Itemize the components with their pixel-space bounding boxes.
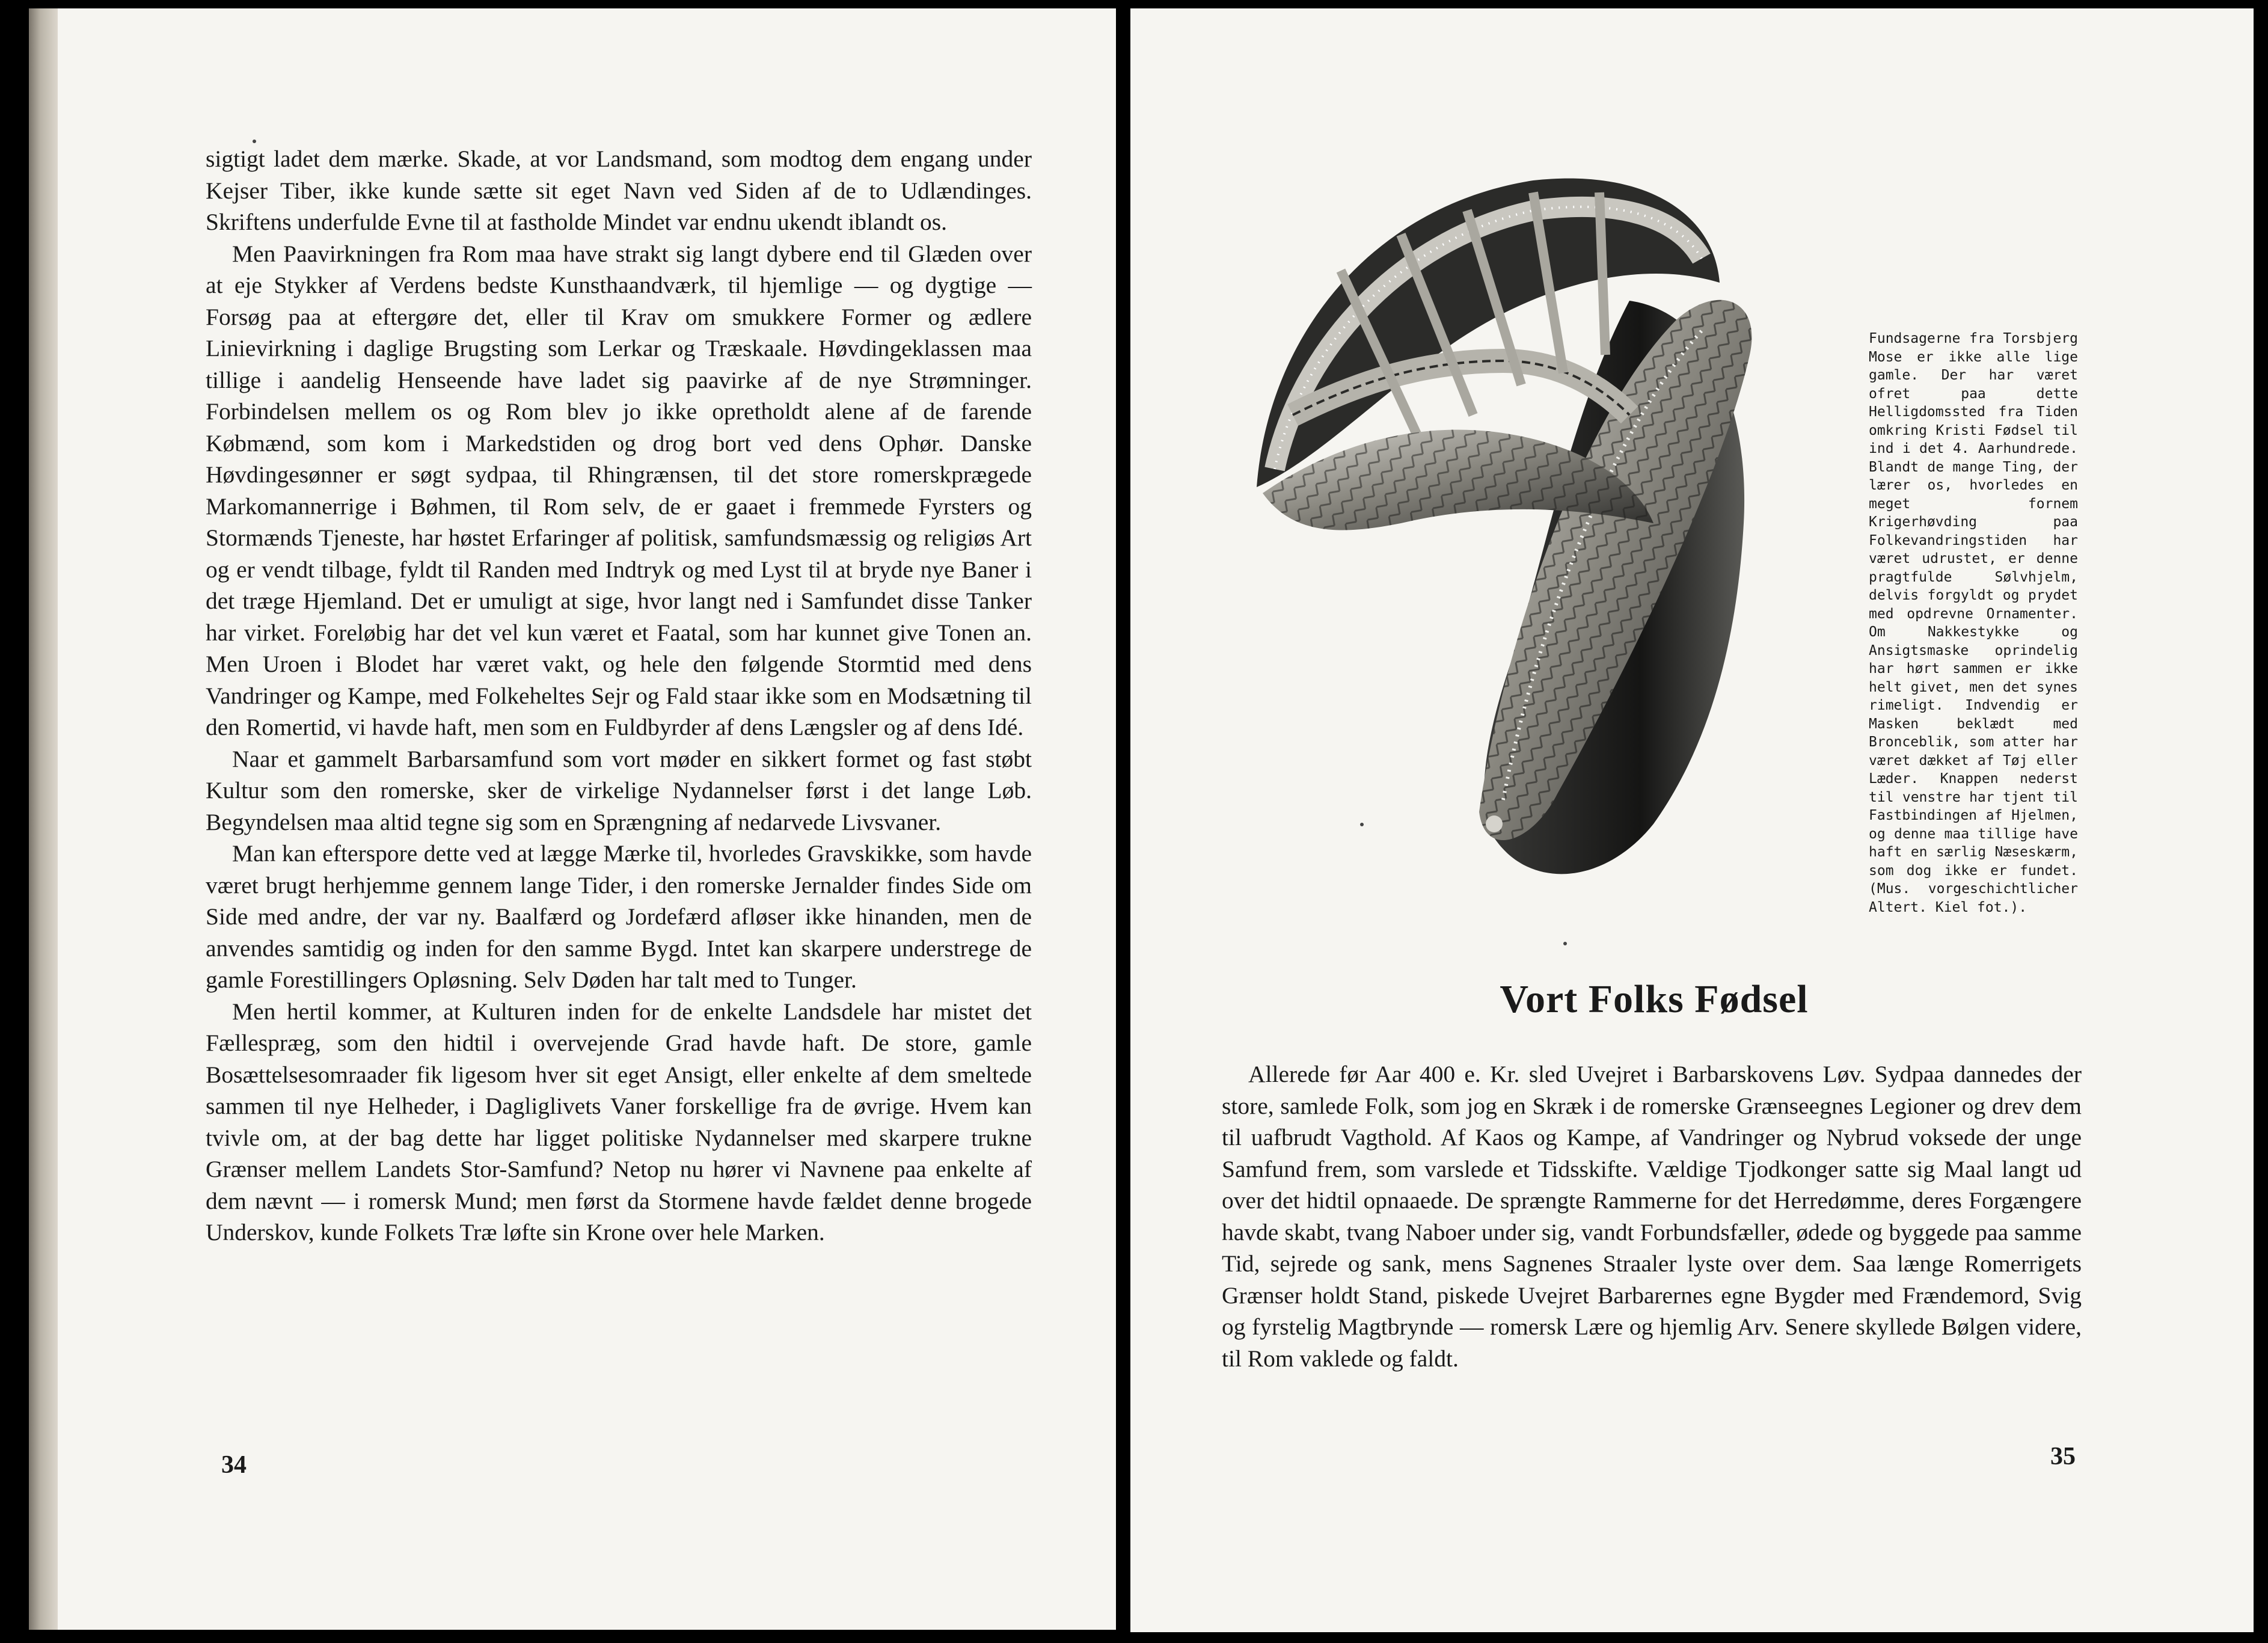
paragraph: Man kan efterspore dette ved at lægge Mærke til, hvorledes Gravskikke, som havde været brugt herhjemme gennem lange Tider, i den romerske Jernalder findes Side om Side med andre, der var ny. Baalfærd og Jordefærd afløser ikke hinanden, men de anvendes samtidig og inden for den samme Bygd. Intet kan skarpere understrege de gamle Forestillingers Opløsning. Selv Døden har talt med to Tunger. — [206, 840, 1032, 993]
paragraph: Men hertil kommer, at Kulturen inden for de enkelte Landsdele har mistet det Fællespræg, som den hidtil i overvejende Grad havde haft. De store, gamle Bosættelsesomraader fik ligesom hver sit eget Ansigt, eller enkelte af dem smeltede sammen til nye Helheder, i Dagliglivets Vaner forskellige fra de øvrige. Hvem kan tvivle om, at der bag dette har ligget politiske Nydannelser med skarpere trukne Grænser mellem Landets Stor-Samfund? Netop nu hører vi Navnene paa enkelte af dem nævnt — i romersk Mund; men først da Stormene havde fældet denne brogede Underskov, kunde Folkets Træ løfte sin Krone over hele Marken. — [206, 998, 1032, 1245]
figure-caption: Fundsagerne fra Torsbjerg Mose er ikke alle lige gamle. Der har været ofret paa dette Helligdomssted fra Tiden omkring Kristi Fødsel til ind i det 4. Aarhundrede. Blandt de mange Ting, der lærer os, hvorledes en meget fornem Krigerhøvding paa Folkevandringstiden har været udrustet, er denne pragtfulde Sølvhjelm, delvis forgyldt og prydet med opdrevne Ornamenter. Om Nakkestykke og Ansigtsmaske oprindelig har hørt sammen er ikke helt givet, men det synes rimeligt. Indvendig er Masken beklædt med Bronceblik, som atter har været dækket af Tøj eller Læder. Knappen nederst til venstre har tjent til Fastbindingen af Hjelmen, og denne maa tillige have haft en særlig Næseskærm, som dog ikke er fundet. (Mus. vorgeschichtlicher Altert. Kiel fot.). — [1869, 331, 2078, 915]
page-number-left: 34 — [221, 1451, 247, 1479]
chapter-title: Vort Folks Fødsel — [1500, 977, 1809, 1021]
page-number-right: 35 — [2050, 1443, 2076, 1470]
paragraph: Men Paavirkningen fra Rom maa have strakt sig langt dybere end til Glæden over at eje Stykker af Verdens bedste Kunsthaandværk, til hjemlige — og dygtige — Forsøg paa at eftergøre det, eller til Krav om smukkere Former og ædlere Linievirkning i daglige Brugsting som Lerkar og Træskaale. Høvdingeklassen maa tillige i aandelig Henseende have ladet sig paavirke af de nye Strømninger. Forbindelsen mellem os og Rom blev jo ikke opretholdt alene af de farende Købmænd, som kom i Markedstiden og drog bort ved dens Ophør. Danske Høvdingesønner er søgt sydpaa, til Rhingrænsen, til det store romerskprægede Markomannerrige i Bøhmen, til Rom selv, de er gaaet i fremmede Fyrsters og Stormænds Tjeneste, har høstet Erfaringer af politisk, samfundsmæssig og religiøs Art og er vendt tilbage, fyldt til Randen med Indtryk og med Lyst til at bryde nye Baner i det træge Hjemland. Det er umuligt at sige, hvor langt ned i Samfundet disse Tanker har virket. Foreløbig har det vel kun været et Faatal, som har kunnet give Tonen an. Men Uroen i Blodet har været vakt, og hele den følgende Stormtid med dens Vandringer og Kampe, med Folkeheltes Sejr og Fald staar ikke som en Modsætning til den Romertid, vi havde haft, men som en Fuldbyrder af dens Længsler og af dens Idé. — [206, 240, 1032, 740]
speck — [1360, 823, 1364, 826]
left-page-text — [206, 143, 1032, 1248]
speck — [1563, 942, 1567, 945]
paragraph: Naar et gammelt Barbarsamfund som vort møder en sikkert formet og fast støbt Kultur som den romerske, sker de virkelige Nydannelser først i det lange Løb. Begyndelsen maa altid tegne sig som en Sprængning af nedarvede Livsvaner. — [206, 745, 1032, 835]
page-edge — [29, 8, 58, 1630]
helmet-illustration — [1221, 102, 1852, 920]
paragraph: Allerede før Aar 400 e. Kr. sled Uvejret i Barbarskovens Løv. Sydpaa dannedes der store, samlede Folk, som jog en Skræk i de romerske Grænseegnes Legioner og drev dem til uafbrudt Vagthold. Af Kaos og Kampe, af Vandringer og Nybrud voksede der unge Samfund frem, som varslede et Tidsskifte. Vældige Tjodkonger satte sig Maal langt ud over det hidtil opnaaede. De sprængte Rammerne for det Herredømme, deres Forgængere havde skabt, tvang Naboer under sig, vandt Forbundsfæller, ødede og byggede paa samme Tid, sejrede og sank, mens Sagnenes Straaler lyste over dem. Saa længe Romerrigets Grænser holdt Stand, piskede Uvejret Barbarernes egne Bygder med Frændemord, Svig og fyrstelig Magtbrynde — romersk Lære og hjemlig Arv. Senere skyllede Bølgen videre, til Rom vaklede og faldt. — [1222, 1061, 2082, 1372]
speck — [253, 140, 256, 143]
right-page-text — [1222, 1058, 2082, 1374]
paragraph: sigtigt ladet dem mærke. Skade, at vor Landsmand, som modtog dem engang under Kejser Tiber, ikke kunde sætte sit eget Navn ved Siden af de to Udlændinges. Skriftens underfulde Evne til at fastholde Mindet var endnu ukendt iblandt os. — [206, 146, 1032, 235]
